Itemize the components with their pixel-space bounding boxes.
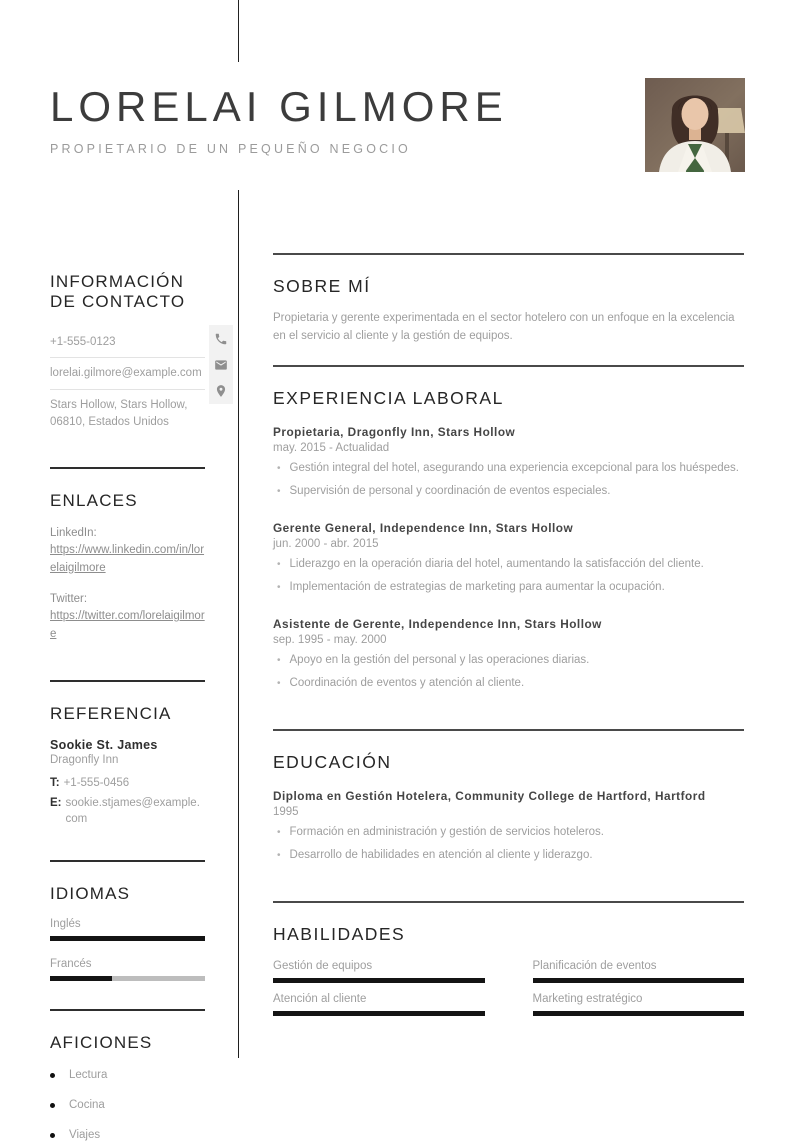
skill-level-bar [533,978,745,983]
job-dates: sep. 1995 - may. 2000 [273,634,387,647]
job-bullet [273,652,744,669]
degree-bullet-text: Desarrollo de habilidades en atención al cliente y liderazgo. [289,849,593,862]
skill-name: Atención al cliente [273,992,367,1005]
bullet-dot-icon: • [277,655,281,667]
skill-name: Planificación de eventos [532,959,657,972]
job-title: Propietaria, Dragonfly Inn, Stars Hollow [273,424,516,439]
job-bullet-text: Supervisión de personal y coordinación de eventos especiales. [289,485,611,498]
degree-title: Diploma en Gestión Hotelera, Community College de Hartford, Hartford [273,788,706,803]
bullet-dot-icon: • [277,850,281,862]
language-level-bar [50,976,205,981]
job-bullet [273,483,744,500]
contact-address: Stars Hollow, Stars Hollow, 06810, Estados Unidos [50,399,188,428]
section-rule [50,1009,205,1011]
degree-bullets [273,824,744,865]
hobby-label: Lectura [69,1069,108,1082]
degree-dates: 1995 [273,806,299,819]
skill-name: Marketing estratégico [532,992,643,1005]
sidebar [50,272,205,1143]
job-bullet-text: Implementación de estrategias de marketing para aumentar la ocupación. [289,581,665,594]
hobby-item [50,1097,205,1113]
degree-bullet [273,847,744,864]
main-column [273,253,744,1016]
bullet-dot-icon: • [277,559,281,571]
top-decorative-line [238,0,239,62]
reference-phone-line [50,775,205,791]
language-item [50,958,205,981]
reference-email-line [50,795,205,827]
skill-level-fill [533,978,745,983]
column-divider-line [238,190,239,1058]
education-section [273,729,744,865]
section-rule [273,901,744,903]
reference-email: sookie.stjames@example.com [65,797,200,826]
reference-section [50,704,205,863]
contact-email: lorelai.gilmore@example.com [50,358,205,390]
job-bullets [273,652,744,693]
section-rule [273,253,744,255]
job-bullet [273,675,744,692]
skill-name: Gestión de equipos [273,959,373,972]
skills-heading: HABILIDADES [273,923,406,944]
job-bullets [273,460,744,501]
header [50,84,610,156]
bullet-dot-icon [50,1133,55,1138]
linkedin-label: LinkedIn: [50,526,97,539]
reference-name: Sookie St. James [50,738,158,752]
skill-level-bar [273,1011,485,1016]
contact-phone: +1-555-0123 [50,327,205,359]
bullet-dot-icon [50,1073,55,1078]
languages-heading: IDIOMAS [50,884,131,904]
linkedin-block [50,525,205,578]
contact-section [50,272,205,469]
job-entry [273,520,744,597]
education-heading: EDUCACIÓN [273,751,392,772]
language-level-bar [50,936,205,941]
bullet-dot-icon: • [277,827,281,839]
section-rule [50,860,205,862]
job-title: Gerente General, Independence Inn, Stars Hollow [273,520,574,535]
person-job-title: PROPIETARIO DE UN PEQUEÑO NEGOCIO [50,142,411,157]
skill-item [273,993,485,1016]
bullet-dot-icon: • [277,463,281,475]
reference-heading: REFERENCIA [50,703,172,723]
job-title: Asistente de Gerente, Independence Inn, Stars Hollow [273,616,602,631]
hobby-label: Viajes [69,1129,101,1142]
portrait-illustration [645,78,745,172]
job-bullet [273,460,744,477]
language-level-fill [50,936,205,941]
job-dates: jun. 2000 - abr. 2015 [273,538,379,551]
skill-item [533,960,745,983]
job-bullet [273,579,744,596]
job-bullet-text: Gestión integral del hotel, asegurando una experiencia excepcional para los huéspedes. [289,462,739,475]
job-bullet-text: Coordinación de eventos y atención al cliente. [289,677,525,690]
bullet-dot-icon: • [277,678,281,690]
job-bullets [273,556,744,597]
reference-email-prefix: E: [50,797,62,810]
contact-icon-strip [209,325,233,404]
language-level-fill [50,976,112,981]
skill-level-fill [533,1011,745,1016]
hobby-item [50,1127,205,1143]
section-rule [50,680,205,682]
section-rule [50,467,205,469]
skill-item [533,993,745,1016]
job-dates: may. 2015 - Actualidad [273,442,390,455]
reference-phone-prefix: T: [50,777,60,789]
skill-level-fill [273,1011,485,1016]
hobbies-section [50,1033,205,1143]
skill-level-fill [273,978,485,983]
hobbies-heading: AFICIONES [50,1032,153,1052]
reference-company: Dragonfly Inn [50,754,119,766]
job-entry [273,424,744,501]
links-section [50,491,205,681]
degree-bullet-text: Formación en administración y gestión de servicios hoteleros. [289,826,604,839]
links-heading: ENLACES [50,491,138,511]
language-name: Inglés [50,917,81,930]
degree-entry [273,788,744,865]
section-rule [273,729,744,731]
phone-icon [214,331,229,346]
skill-level-bar [533,1011,745,1016]
bullet-dot-icon: • [277,582,281,594]
bullet-dot-icon [50,1103,55,1108]
skill-item [273,960,485,983]
experience-section [273,365,744,693]
section-rule [273,365,744,367]
linkedin-link[interactable]: https://www.linkedin.com/in/lorelaigilmore [50,544,205,574]
language-name: Francés [50,957,92,970]
person-name: LORELAI GILMORE [50,83,508,130]
twitter-link[interactable]: https://twitter.com/lorelaigilmore [50,609,205,640]
language-item [50,918,205,941]
contact-heading: INFORMACIÓN DE CONTACTO [50,272,186,312]
location-icon [214,383,229,398]
degree-bullet [273,824,744,841]
skill-level-bar [273,978,485,983]
job-bullet-text: Apoyo en la gestión del personal y las operaciones diarias. [289,654,590,667]
skills-grid [273,960,744,1016]
bullet-dot-icon: • [277,486,281,498]
email-icon [214,357,229,372]
job-bullet [273,556,744,573]
skills-section [273,901,744,1016]
job-entry [273,616,744,693]
experience-heading: EXPERIENCIA LABORAL [273,387,504,408]
hobby-list [50,1067,205,1143]
twitter-block [50,591,205,644]
job-bullet-text: Liderazgo en la operación diaria del hotel, aumentando la satisfacción del cliente. [289,558,704,571]
reference-phone: +1-555-0456 [63,777,130,789]
languages-section [50,884,205,1010]
about-text: Propietaria y gerente experimentada en el sector hotelero con un enfoque en la excelencia en el servicio al cliente y la gestión de equipos. [273,312,735,342]
about-heading: SOBRE MÍ [273,276,371,296]
about-section [273,253,744,346]
twitter-label: Twitter: [50,592,88,605]
hobby-item [50,1067,205,1083]
hobby-label: Cocina [69,1099,105,1112]
contact-rows [50,327,205,438]
profile-photo [645,78,745,172]
